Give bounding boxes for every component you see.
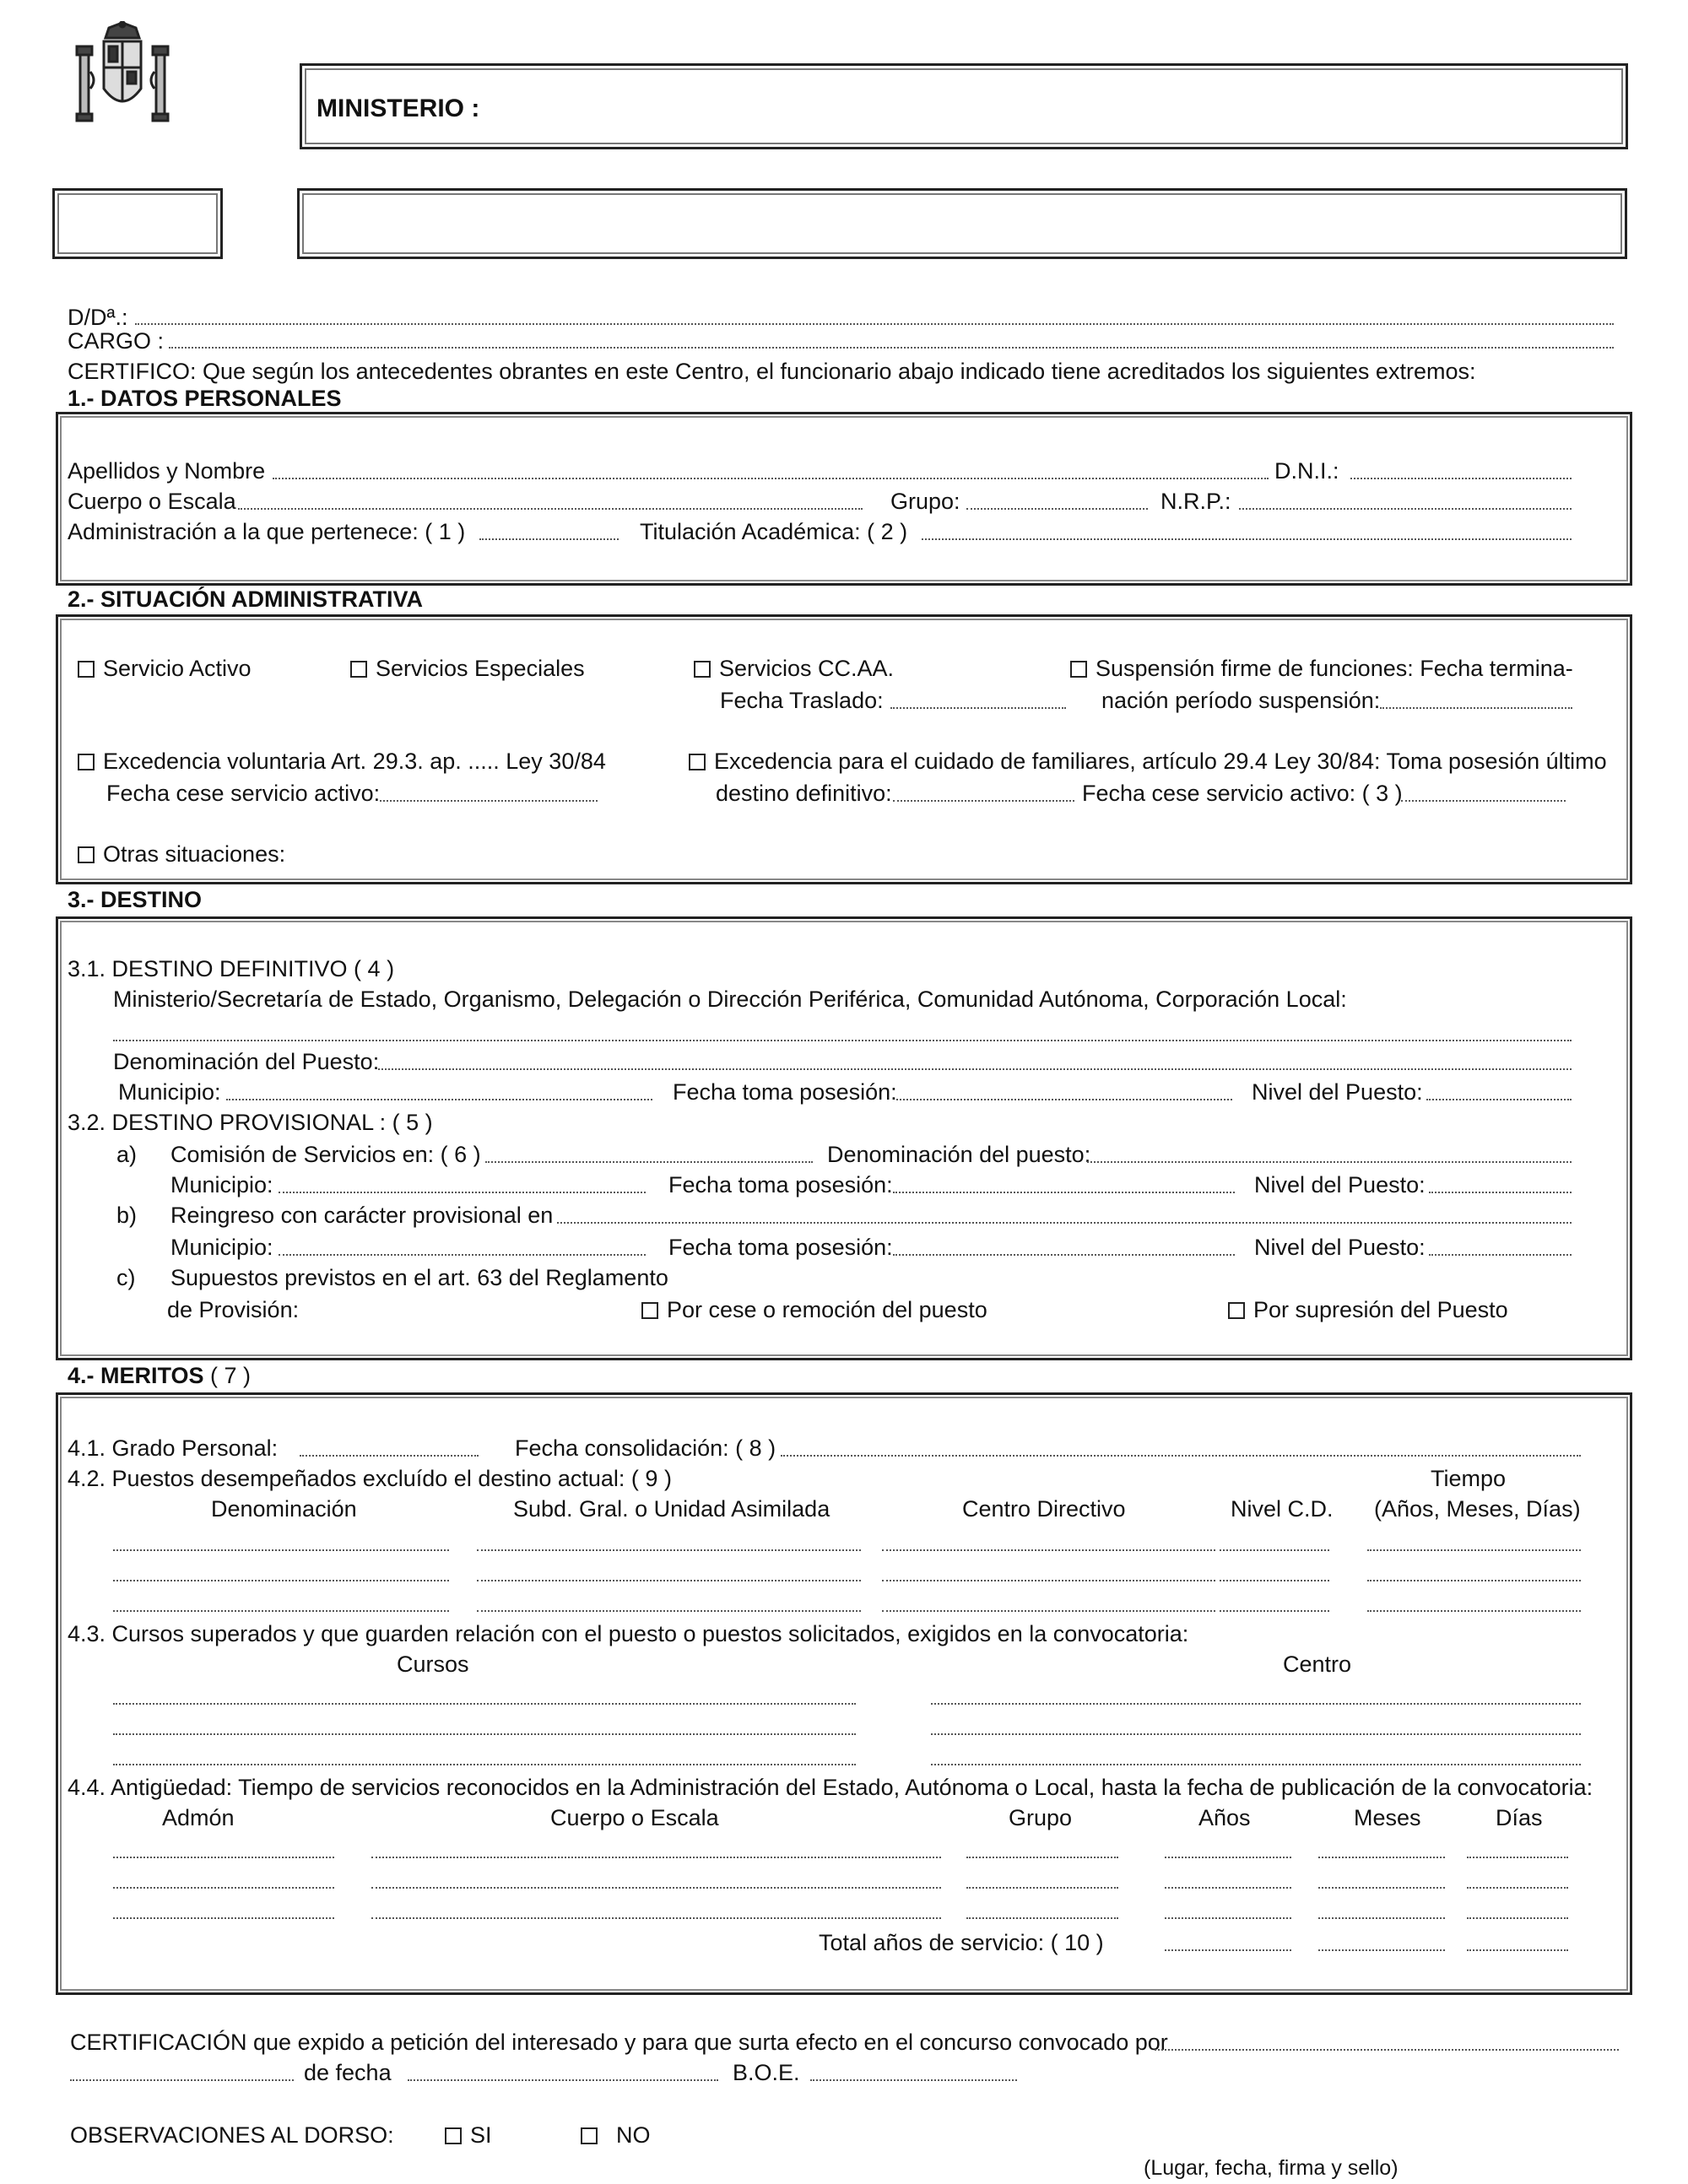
- nivel-b-label: Nivel del Puesto:: [1254, 1235, 1426, 1260]
- col-denominacion: Denominación: [211, 1496, 357, 1522]
- por-cese-option[interactable]: [641, 1296, 987, 1325]
- total-label: Total años de servicio: ( 10 ): [819, 1930, 1104, 1955]
- destino-definitivo-sub: Ministerio/Secretaría de Estado, Organismo, Delegación o Dirección Periférica, Comunidad Autónoma, Corporación Local:: [113, 987, 1347, 1012]
- denominacion-label: Denominación del Puesto:: [113, 1049, 380, 1074]
- fecha-traslado-label: Fecha Traslado:: [720, 688, 884, 713]
- reingreso-label: Reingreso con carácter provisional en: [170, 1203, 554, 1228]
- municipio-label: Municipio:: [118, 1079, 221, 1105]
- fecha-consol-field[interactable]: [781, 1455, 1581, 1457]
- servicio-activo-option[interactable]: [78, 655, 252, 684]
- otras-situaciones-label: Otras situaciones:: [103, 841, 286, 867]
- excedencia-familiares-option[interactable]: [689, 748, 1607, 776]
- boe-field[interactable]: [810, 2079, 1017, 2081]
- fecha-traslado-field[interactable]: [890, 707, 1066, 709]
- titulacion-label: Titulación Académica: ( 2 ): [640, 519, 908, 544]
- department-box[interactable]: [297, 188, 1627, 259]
- antig-row-3-cuerpo[interactable]: [371, 1917, 941, 1919]
- destino-provisional-heading: 3.2. DESTINO PROVISIONAL : ( 5 ): [68, 1110, 433, 1135]
- puesto-row-1-centro[interactable]: [882, 1549, 1215, 1551]
- servicios-ccaa-option[interactable]: [694, 655, 894, 684]
- col-tiempo: (Años, Meses, Días): [1374, 1496, 1581, 1522]
- fecha-toma-a-label: Fecha toma posesión:: [668, 1172, 893, 1197]
- no-label: NO: [616, 2122, 651, 2148]
- col-meses: Meses: [1354, 1805, 1421, 1830]
- puesto-row-3-tiempo[interactable]: [1367, 1610, 1581, 1612]
- fecha-cese-3-field[interactable]: [1401, 800, 1566, 802]
- centro-row-1[interactable]: [931, 1703, 1581, 1705]
- concurso-field-2[interactable]: [70, 2079, 294, 2081]
- col-centro-directivo: Centro Directivo: [962, 1496, 1126, 1522]
- observaciones-no-option[interactable]: [581, 2122, 651, 2150]
- dni-label: D.N.I.:: [1274, 458, 1339, 484]
- nivel-a-label: Nivel del Puesto:: [1254, 1172, 1426, 1197]
- destino-definitivo-field[interactable]: [893, 800, 1074, 802]
- col-anos: Años: [1198, 1805, 1251, 1830]
- suspension-label: Suspensión firme de funciones: Fecha termina-: [1096, 656, 1573, 681]
- checkbox-icon[interactable]: [78, 846, 95, 863]
- por-supresion-option[interactable]: [1228, 1296, 1508, 1325]
- puesto-row-2-tiempo[interactable]: [1367, 1580, 1581, 1581]
- d-field[interactable]: [135, 323, 1614, 325]
- checkbox-icon[interactable]: [641, 1302, 658, 1319]
- col-grupo: Grupo: [1009, 1805, 1073, 1830]
- col-dias: Días: [1496, 1805, 1543, 1830]
- excedencia-voluntaria-option[interactable]: [78, 748, 606, 776]
- antig-row-2-admon[interactable]: [113, 1887, 334, 1889]
- section-1-title: 1.- DATOS PERSONALES: [68, 386, 342, 411]
- ministerio-box[interactable]: [300, 63, 1628, 149]
- item-b: b): [116, 1203, 138, 1228]
- grado-field[interactable]: [300, 1455, 479, 1457]
- ministerio-label: MINISTERIO :: [316, 95, 480, 122]
- item-c: c): [116, 1265, 136, 1290]
- grupo-label: Grupo:: [890, 489, 960, 514]
- excedencia-voluntaria-label: Excedencia voluntaria Art. 29.3. ap. ..... Ley 30/84: [103, 749, 606, 774]
- fecha-toma-field[interactable]: [896, 1099, 1232, 1100]
- provision-label: de Provisión:: [167, 1297, 300, 1322]
- total-meses-field[interactable]: [1318, 1949, 1445, 1951]
- puesto-row-1-tiempo[interactable]: [1367, 1549, 1581, 1551]
- municipio-b-label: Municipio:: [170, 1235, 273, 1260]
- puesto-row-2-denominacion[interactable]: [113, 1580, 449, 1581]
- section-4-title: [68, 1362, 251, 1391]
- puesto-row-2-nivel[interactable]: [1220, 1580, 1329, 1581]
- antig-row-1-cuerpo[interactable]: [371, 1857, 941, 1858]
- curso-row-2[interactable]: [113, 1733, 856, 1735]
- administracion-field[interactable]: [479, 538, 619, 540]
- antig-row-1-anos[interactable]: [1165, 1857, 1291, 1858]
- coat-of-arms-logo: [72, 21, 173, 131]
- certificacion-text: CERTIFICACIÓN que expido a petición del interesado y para que surta efecto en el concurso convocado por: [70, 2030, 1168, 2055]
- checkbox-icon[interactable]: [694, 661, 711, 678]
- apellidos-label: Apellidos y Nombre: [68, 458, 266, 484]
- col-subd: Subd. Gral. o Unidad Asimilada: [513, 1496, 830, 1522]
- fecha-cese-3-label: Fecha cese servicio activo: ( 3 ): [1082, 781, 1403, 806]
- boe-label: B.O.E.: [733, 2060, 800, 2085]
- puesto-row-1-nivel[interactable]: [1220, 1549, 1329, 1551]
- checkbox-icon[interactable]: [581, 2127, 598, 2144]
- por-cese-label: Por cese o remoción del puesto: [667, 1297, 987, 1322]
- observaciones-label: OBSERVACIONES AL DORSO:: [70, 2122, 394, 2148]
- section-3-title: 3.- DESTINO: [68, 887, 203, 912]
- otras-situaciones-option[interactable]: [78, 841, 285, 869]
- antig-row-2-anos[interactable]: [1165, 1887, 1291, 1889]
- fecha-toma-label: Fecha toma posesión:: [673, 1079, 897, 1105]
- antig-row-3-admon[interactable]: [113, 1917, 334, 1919]
- titulacion-field[interactable]: [922, 538, 1572, 540]
- comision-label: Comisión de Servicios en: ( 6 ): [170, 1142, 481, 1167]
- dni-field[interactable]: [1350, 478, 1572, 479]
- reingreso-field[interactable]: [557, 1222, 1572, 1224]
- excedencia-familiares-label: Excedencia para el cuidado de familiares, artículo 29.4 Ley 30/84: Toma posesión último: [714, 749, 1607, 774]
- code-box[interactable]: [52, 188, 223, 259]
- tiempo-label: Tiempo: [1431, 1466, 1507, 1491]
- d-label: D/Dª.:: [68, 305, 128, 330]
- col-cursos: Cursos: [397, 1652, 469, 1677]
- fecha-toma-b-label: Fecha toma posesión:: [668, 1235, 893, 1260]
- concurso-field[interactable]: [1155, 2049, 1619, 2051]
- puesto-row-1-denominacion[interactable]: [113, 1549, 449, 1551]
- comision-field[interactable]: [485, 1161, 813, 1163]
- section-2-title: 2.- SITUACIÓN ADMINISTRATIVA: [68, 587, 423, 612]
- nivel-label: Nivel del Puesto:: [1252, 1079, 1423, 1105]
- col-admon: Admón: [162, 1805, 235, 1830]
- checkbox-icon[interactable]: [1228, 1302, 1245, 1319]
- checkbox-icon[interactable]: [78, 661, 95, 678]
- lugar-fecha-firma-label: (Lugar, fecha, firma y sello): [1144, 2156, 1399, 2180]
- antig-row-2-dias[interactable]: [1467, 1887, 1568, 1889]
- fecha-toma-a-field[interactable]: [893, 1192, 1235, 1193]
- col-centro: Centro: [1283, 1652, 1352, 1677]
- servicios-especiales-option[interactable]: [350, 655, 585, 684]
- municipio-field[interactable]: [226, 1099, 652, 1100]
- cuerpo-label: Cuerpo o Escala: [68, 489, 236, 514]
- nivel-b-field[interactable]: [1429, 1254, 1572, 1256]
- col-cuerpo: Cuerpo o Escala: [550, 1805, 719, 1830]
- organismo-field[interactable]: [113, 1040, 1572, 1041]
- suspension-label-2: nación período suspensión:: [1101, 688, 1381, 713]
- antig-row-2-cuerpo[interactable]: [371, 1887, 941, 1889]
- antig-row-1-grupo[interactable]: [966, 1857, 1118, 1858]
- checkbox-icon[interactable]: [1070, 661, 1087, 678]
- destino-definitivo-label: destino definitivo:: [716, 781, 892, 806]
- nivel-a-field[interactable]: [1429, 1192, 1572, 1193]
- puesto-row-2-subd[interactable]: [477, 1580, 861, 1581]
- puesto-row-3-subd[interactable]: [477, 1610, 861, 1612]
- municipio-a-field[interactable]: [279, 1192, 646, 1193]
- grado-label: 4.1. Grado Personal:: [68, 1435, 279, 1461]
- centro-row-3[interactable]: [931, 1764, 1581, 1765]
- centro-row-2[interactable]: [931, 1733, 1581, 1735]
- grupo-field[interactable]: [966, 508, 1148, 510]
- antig-row-3-grupo[interactable]: [966, 1917, 1118, 1919]
- section-4-title-text: 4.- MERITOS: [68, 1363, 204, 1388]
- suspension-option[interactable]: [1070, 655, 1573, 684]
- section-4-note: ( 7 ): [210, 1363, 252, 1388]
- checkbox-icon[interactable]: [78, 754, 95, 770]
- servicios-ccaa-label: Servicios CC.AA.: [719, 656, 895, 681]
- checkbox-icon[interactable]: [689, 754, 706, 770]
- servicios-especiales-label: Servicios Especiales: [376, 656, 585, 681]
- section-1-box: [56, 412, 1632, 586]
- puesto-row-3-nivel[interactable]: [1220, 1610, 1329, 1612]
- nrp-field[interactable]: [1239, 508, 1572, 510]
- cursos-intro: 4.3. Cursos superados y que guarden relación con el puesto o puestos solicitados, exigidos en la convocatoria:: [68, 1621, 1189, 1646]
- antig-row-1-meses[interactable]: [1318, 1857, 1445, 1858]
- antig-row-2-grupo[interactable]: [966, 1887, 1118, 1889]
- de-fecha-field[interactable]: [408, 2079, 718, 2081]
- denominacion-field[interactable]: [378, 1068, 1572, 1070]
- apellidos-field[interactable]: [273, 478, 1269, 479]
- observaciones-si-option[interactable]: [445, 2122, 492, 2150]
- supuestos-label: Supuestos previstos en el art. 63 del Reglamento: [170, 1265, 668, 1290]
- curso-row-1[interactable]: [113, 1703, 856, 1705]
- cargo-field[interactable]: [169, 347, 1614, 349]
- fecha-toma-b-field[interactable]: [893, 1254, 1235, 1256]
- nrp-label: N.R.P.:: [1160, 489, 1231, 514]
- cuerpo-field[interactable]: [238, 508, 863, 510]
- denom-puesto-label: Denominación del puesto:: [827, 1142, 1091, 1167]
- municipio-a-label: Municipio:: [170, 1172, 273, 1197]
- antig-row-3-anos[interactable]: [1165, 1917, 1291, 1919]
- curso-row-3[interactable]: [113, 1764, 856, 1765]
- puesto-row-1-subd[interactable]: [477, 1549, 861, 1551]
- item-a: a): [116, 1142, 138, 1167]
- nivel-field[interactable]: [1426, 1099, 1572, 1100]
- municipio-b-field[interactable]: [279, 1254, 646, 1256]
- suspension-field[interactable]: [1380, 707, 1572, 709]
- col-nivel-cd: Nivel C.D.: [1231, 1496, 1334, 1522]
- fecha-cese-label: Fecha cese servicio activo:: [106, 781, 381, 806]
- certifico-text: CERTIFICO: Que según los antecedentes obrantes en este Centro, el funcionario abajo indicado tiene acreditados los siguientes extremos:: [68, 359, 1476, 384]
- fecha-consol-label: Fecha consolidación: ( 8 ): [515, 1435, 776, 1461]
- denom-puesto-field[interactable]: [1087, 1161, 1572, 1163]
- antig-row-1-dias[interactable]: [1467, 1857, 1568, 1858]
- total-dias-field[interactable]: [1467, 1949, 1568, 1951]
- cargo-label: CARGO :: [68, 328, 165, 354]
- fecha-cese-field[interactable]: [380, 800, 598, 802]
- de-fecha-label: de fecha: [304, 2060, 392, 2085]
- antig-row-3-dias[interactable]: [1467, 1917, 1568, 1919]
- puesto-row-3-denominacion[interactable]: [113, 1610, 449, 1612]
- destino-definitivo-heading: 3.1. DESTINO DEFINITIVO ( 4 ): [68, 956, 395, 981]
- servicio-activo-label: Servicio Activo: [103, 656, 252, 681]
- antig-row-2-meses[interactable]: [1318, 1887, 1445, 1889]
- antiguedad-label: 4.4. Antigüedad: Tiempo de servicios reconocidos en la Administración del Estado, Autónoma o Local, hasta la fecha de publicación de la convocatoria:: [68, 1775, 1593, 1800]
- checkbox-icon[interactable]: [350, 661, 367, 678]
- puesto-row-3-centro[interactable]: [882, 1610, 1215, 1612]
- antig-row-3-meses[interactable]: [1318, 1917, 1445, 1919]
- administracion-label: Administración a la que pertenece: ( 1 ): [68, 519, 466, 544]
- puestos-label: 4.2. Puestos desempeñados excluído el destino actual: ( 9 ): [68, 1466, 672, 1491]
- total-anos-field[interactable]: [1165, 1949, 1291, 1951]
- checkbox-icon[interactable]: [445, 2127, 462, 2144]
- si-label: SI: [470, 2122, 492, 2148]
- puesto-row-2-centro[interactable]: [882, 1580, 1215, 1581]
- antig-row-1-admon[interactable]: [113, 1857, 334, 1858]
- por-supresion-label: Por supresión del Puesto: [1253, 1297, 1508, 1322]
